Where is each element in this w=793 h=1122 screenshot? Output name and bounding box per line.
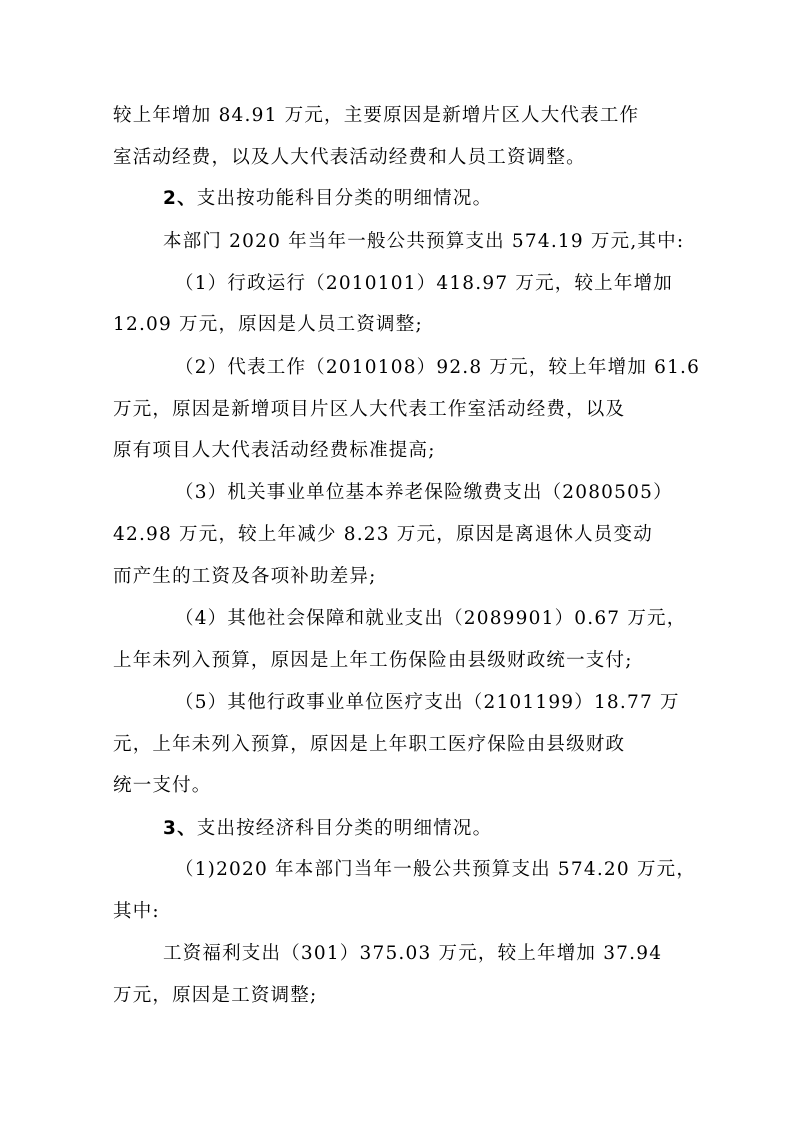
- text-line-17: 统一支付。: [113, 775, 212, 796]
- text-line-5: （1）行政运行（2010101）418.97 万元，较上年增加: [175, 273, 673, 294]
- text-line-21: 其中:: [113, 901, 160, 922]
- text-line-8: 万元，原因是新增项目片区人大代表工作室活动经费，以及: [113, 399, 626, 420]
- text-line-11: 42.98 万元，较上年减少 8.23 万元，原因是离退休人员变动: [113, 524, 653, 545]
- text-line-22: 工资福利支出（301）375.03 万元，较上年增加 37.94: [163, 943, 663, 964]
- text-line-10: （3）机关事业单位基本养老保险缴费支出（2080505）: [175, 482, 673, 503]
- text-line-9: 原有项目人大代表活动经费标准提高;: [113, 440, 436, 461]
- section-heading-3: [163, 816, 492, 842]
- text-line-15: （5）其他行政事业单位医疗支出（2101199）18.77 万: [175, 692, 680, 713]
- text-line-6: 12.09 万元，原因是人员工资调整;: [113, 314, 423, 335]
- section-number-3: 3、: [163, 818, 197, 839]
- text-line-20: （1)2020 年本部门当年一般公共预算支出 574.20 万元，: [175, 859, 697, 880]
- section-heading-2: [163, 186, 492, 212]
- section-title-2: 支出按功能科目分类的明细情况。: [196, 188, 493, 209]
- text-line-12: 而产生的工资及各项补助差异;: [113, 566, 377, 587]
- text-line-14: 上年未列入预算，原因是上年工伤保险由县级财政统一支付;: [113, 650, 633, 671]
- text-line-13: （4）其他社会保障和就业支出（2089901）0.67 万元，: [175, 608, 687, 629]
- text-line-1: 较上年增加 84.91 万元，主要原因是新增片区人大代表工作: [113, 105, 640, 126]
- text-line-23: 万元，原因是工资调整;: [113, 985, 318, 1006]
- text-line-4: 本部门 2020 年当年一般公共预算支出 574.19 万元,其中:: [163, 231, 685, 252]
- section-number-2: 2、: [163, 188, 197, 209]
- text-line-16: 元，上年未列入预算，原因是上年职工医疗保险由县级财政: [113, 734, 626, 755]
- text-line-7: （2）代表工作（2010108）92.8 万元，较上年增加 61.6: [175, 357, 701, 378]
- text-line-2: 室活动经费，以及人大代表活动经费和人员工资调整。: [113, 147, 586, 168]
- section-title-3: 支出按经济科目分类的明细情况。: [196, 818, 493, 839]
